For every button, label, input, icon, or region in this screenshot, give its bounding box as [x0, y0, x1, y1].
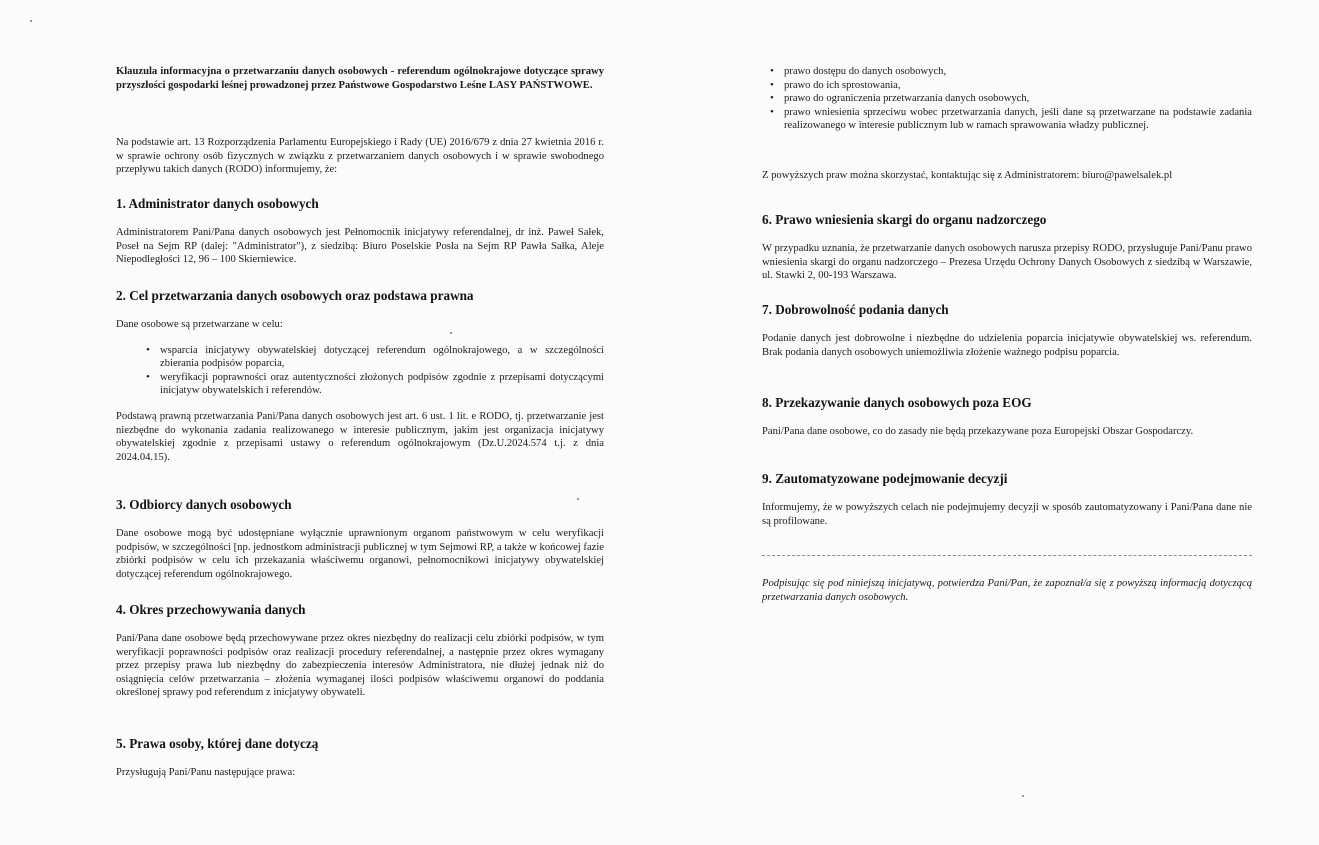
rights-list [762, 65, 1252, 133]
list-item: • prawo wniesienia sprzeciwu wobec przetwarzania danych, jeśli dane są przetwarzane na podstawie zadania realizowanego w interesie publicznym lub w ramach sprawowania władzy publicznej. [784, 106, 1252, 133]
intro-paragraph [116, 136, 604, 177]
rights-contact [762, 169, 1252, 183]
section-voluntary [762, 302, 1252, 359]
footer-note: Podpisując się pod niniejszą inicjatywą, potwierdza Pani/Pan, że zapoznał/a się z powyższą informacją dotyczącą przetwarzania danych osobowych. [762, 578, 1252, 603]
section-text: Z powyższych praw można skorzystać, kontaktując się z Administratorem: biuro@pawelsalek.pl [762, 170, 1173, 181]
section-automated [762, 471, 1252, 528]
section-text: Informujemy, że w powyższych celach nie podejmujemy decyzji w sposób zautomatyzowany i Pani/Pana dane nie są profilowane. [762, 502, 1252, 527]
section-text: Pani/Pana dane osobowe będą przechowywane przez okres niezbędny do realizacji celu zbiórki podpisów, w tym weryfikacji poprawności podpisów oraz realizacji procedury referendalnej, a następnie przez okres wymagany przez przepisy prawa lub niezbędny do zabezpieczenia interesów Administratora, nie dłużej jednak niż do osiągnięcia celów przetwarzania – złożenia wymaganej ilości podpisów właściwemu organowi do poddania określonej sprawy pod referendum z inicjatywy obywateli. [116, 633, 604, 699]
section-text: W przypadku uznania, że przetwarzanie danych osobowych narusza przepisy RODO, przysługuje Pani/Panu prawo wniesienia skargi do organu nadzorczego – Prezesa Urzędu Ochrony Danych Osobowych z siedzibą w Warszawie, ul. Stawki 2, 00-193 Warszawa. [762, 243, 1252, 282]
section-text: Podstawą prawną przetwarzania Pani/Pana danych osobowych jest art. 6 ust. 1 lit. e RODO, tj. przetwarzanie jest niezbędne do wykonania zadania realizowanego w interesie publicznym, jakim jest organizacja inicjatywy obywatelskiej zgodnie z przepisami ustawy o referendum ogólnokrajowym (Dz.U.2024.574 t.j. z dnia 2024.04.15). [116, 410, 604, 463]
section-heading: 2. Cel przetwarzania danych osobowych oraz podstawa prawna [116, 288, 474, 303]
section-heading: 9. Zautomatyzowane podejmowanie decyzji [762, 471, 1008, 486]
section-lead: Przysługują Pani/Panu następujące prawa: [116, 767, 296, 778]
section-administrator [116, 196, 604, 267]
scan-speck [1022, 795, 1024, 797]
rights-list-block [762, 65, 1252, 133]
section-heading: 8. Przekazywanie danych osobowych poza EOG [762, 395, 1032, 410]
section-text: Dane osobowe mogą być udostępniane wyłącznie uprawnionym organom państwowym w celu weryfikacji podpisów, w szczególności [np. jednostkom administracji publicznej w tym Sejmowi RP, a także w końcowej fazie zbiórki podpisów w celu ich przekazania właściwemu organowi, pełnomocnikowi inicjatywy obywatelskiej dotyczącej referendum ogólnokrajowego. [116, 528, 604, 580]
list-item: • wsparcia inicjatywy obywatelskiej dotyczącej referendum ogólnokrajowego, a w szczególności zbierania podpisów poparcia, [160, 344, 604, 371]
section-heading: 5. Prawa osoby, której dane dotyczą [116, 736, 319, 751]
section-heading: 7. Dobrowolność podania danych [762, 302, 949, 317]
document-title: Klauzula informacyjna o przetwarzaniu danych osobowych - referendum ogólnokrajowe dotyczące sprawy przyszłości gospodarki leśnej prowadzonej przez Państwowe Gospodarstwo Leśne LASY PAŃSTWOWE. [116, 66, 604, 91]
purpose-list [116, 344, 604, 398]
scan-speck [450, 332, 452, 334]
list-item: • prawo do ich sprostowania, [784, 79, 1252, 93]
section-retention [116, 602, 604, 700]
section-lead: Dane osobowe są przetwarzane w celu: [116, 319, 283, 330]
section-heading: 3. Odbiorcy danych osobowych [116, 497, 292, 512]
section-transfer [762, 395, 1252, 439]
section-recipients [116, 497, 604, 581]
footer-note-block [762, 577, 1252, 604]
dashed-divider [762, 555, 1252, 556]
section-text: Podanie danych jest dobrowolne i niezbędne do udzielenia poparcia inicjatywie obywatelskiej ws. referendum. Brak podania danych osobowych uniemożliwia złożenie ważnego podpisu poparcia. [762, 333, 1252, 358]
section-complaint [762, 212, 1252, 283]
section-purpose [116, 288, 604, 464]
section-heading: 4. Okres przechowywania danych [116, 602, 306, 617]
list-item: • weryfikacji poprawności oraz autentyczności złożonych podpisów zgodnie z przepisami dotyczącymi inicjatyw obywatelskich i referendów. [160, 371, 604, 398]
section-rights [116, 736, 604, 780]
section-heading: 6. Prawo wniesienia skargi do organu nadzorczego [762, 212, 1047, 227]
section-text: Administratorem Pani/Pana danych osobowych jest Pełnomocnik inicjatywy referendalnej, dr inż. Paweł Sałek, Poseł na Sejm RP (dalej: "Administrator"), z siedzibą: Biuro Poselskie Posła na Sejm RP Pawła Sałka, Aleje Niepodległości 12, 96 – 100 Skierniewice. [116, 227, 604, 266]
section-heading: 1. Administrator danych osobowych [116, 196, 319, 211]
list-item: • prawo dostępu do danych osobowych, [784, 65, 1252, 79]
scan-speck [30, 20, 32, 22]
intro-text: Na podstawie art. 13 Rozporządzenia Parlamentu Europejskiego i Rady (UE) 2016/679 z dnia 27 kwietnia 2016 r. w sprawie ochrony osób fizycznych w związku z przetwarzaniem danych osobowych i w sprawie swobodnego przepływu takich danych (RODO) informujemy, że: [116, 137, 604, 176]
list-item: • prawo do ograniczenia przetwarzania danych osobowych, [784, 92, 1252, 106]
scan-speck [577, 498, 579, 500]
section-text: Pani/Pana dane osobowe, co do zasady nie będą przekazywane poza Europejski Obszar Gospodarczy. [762, 426, 1194, 437]
